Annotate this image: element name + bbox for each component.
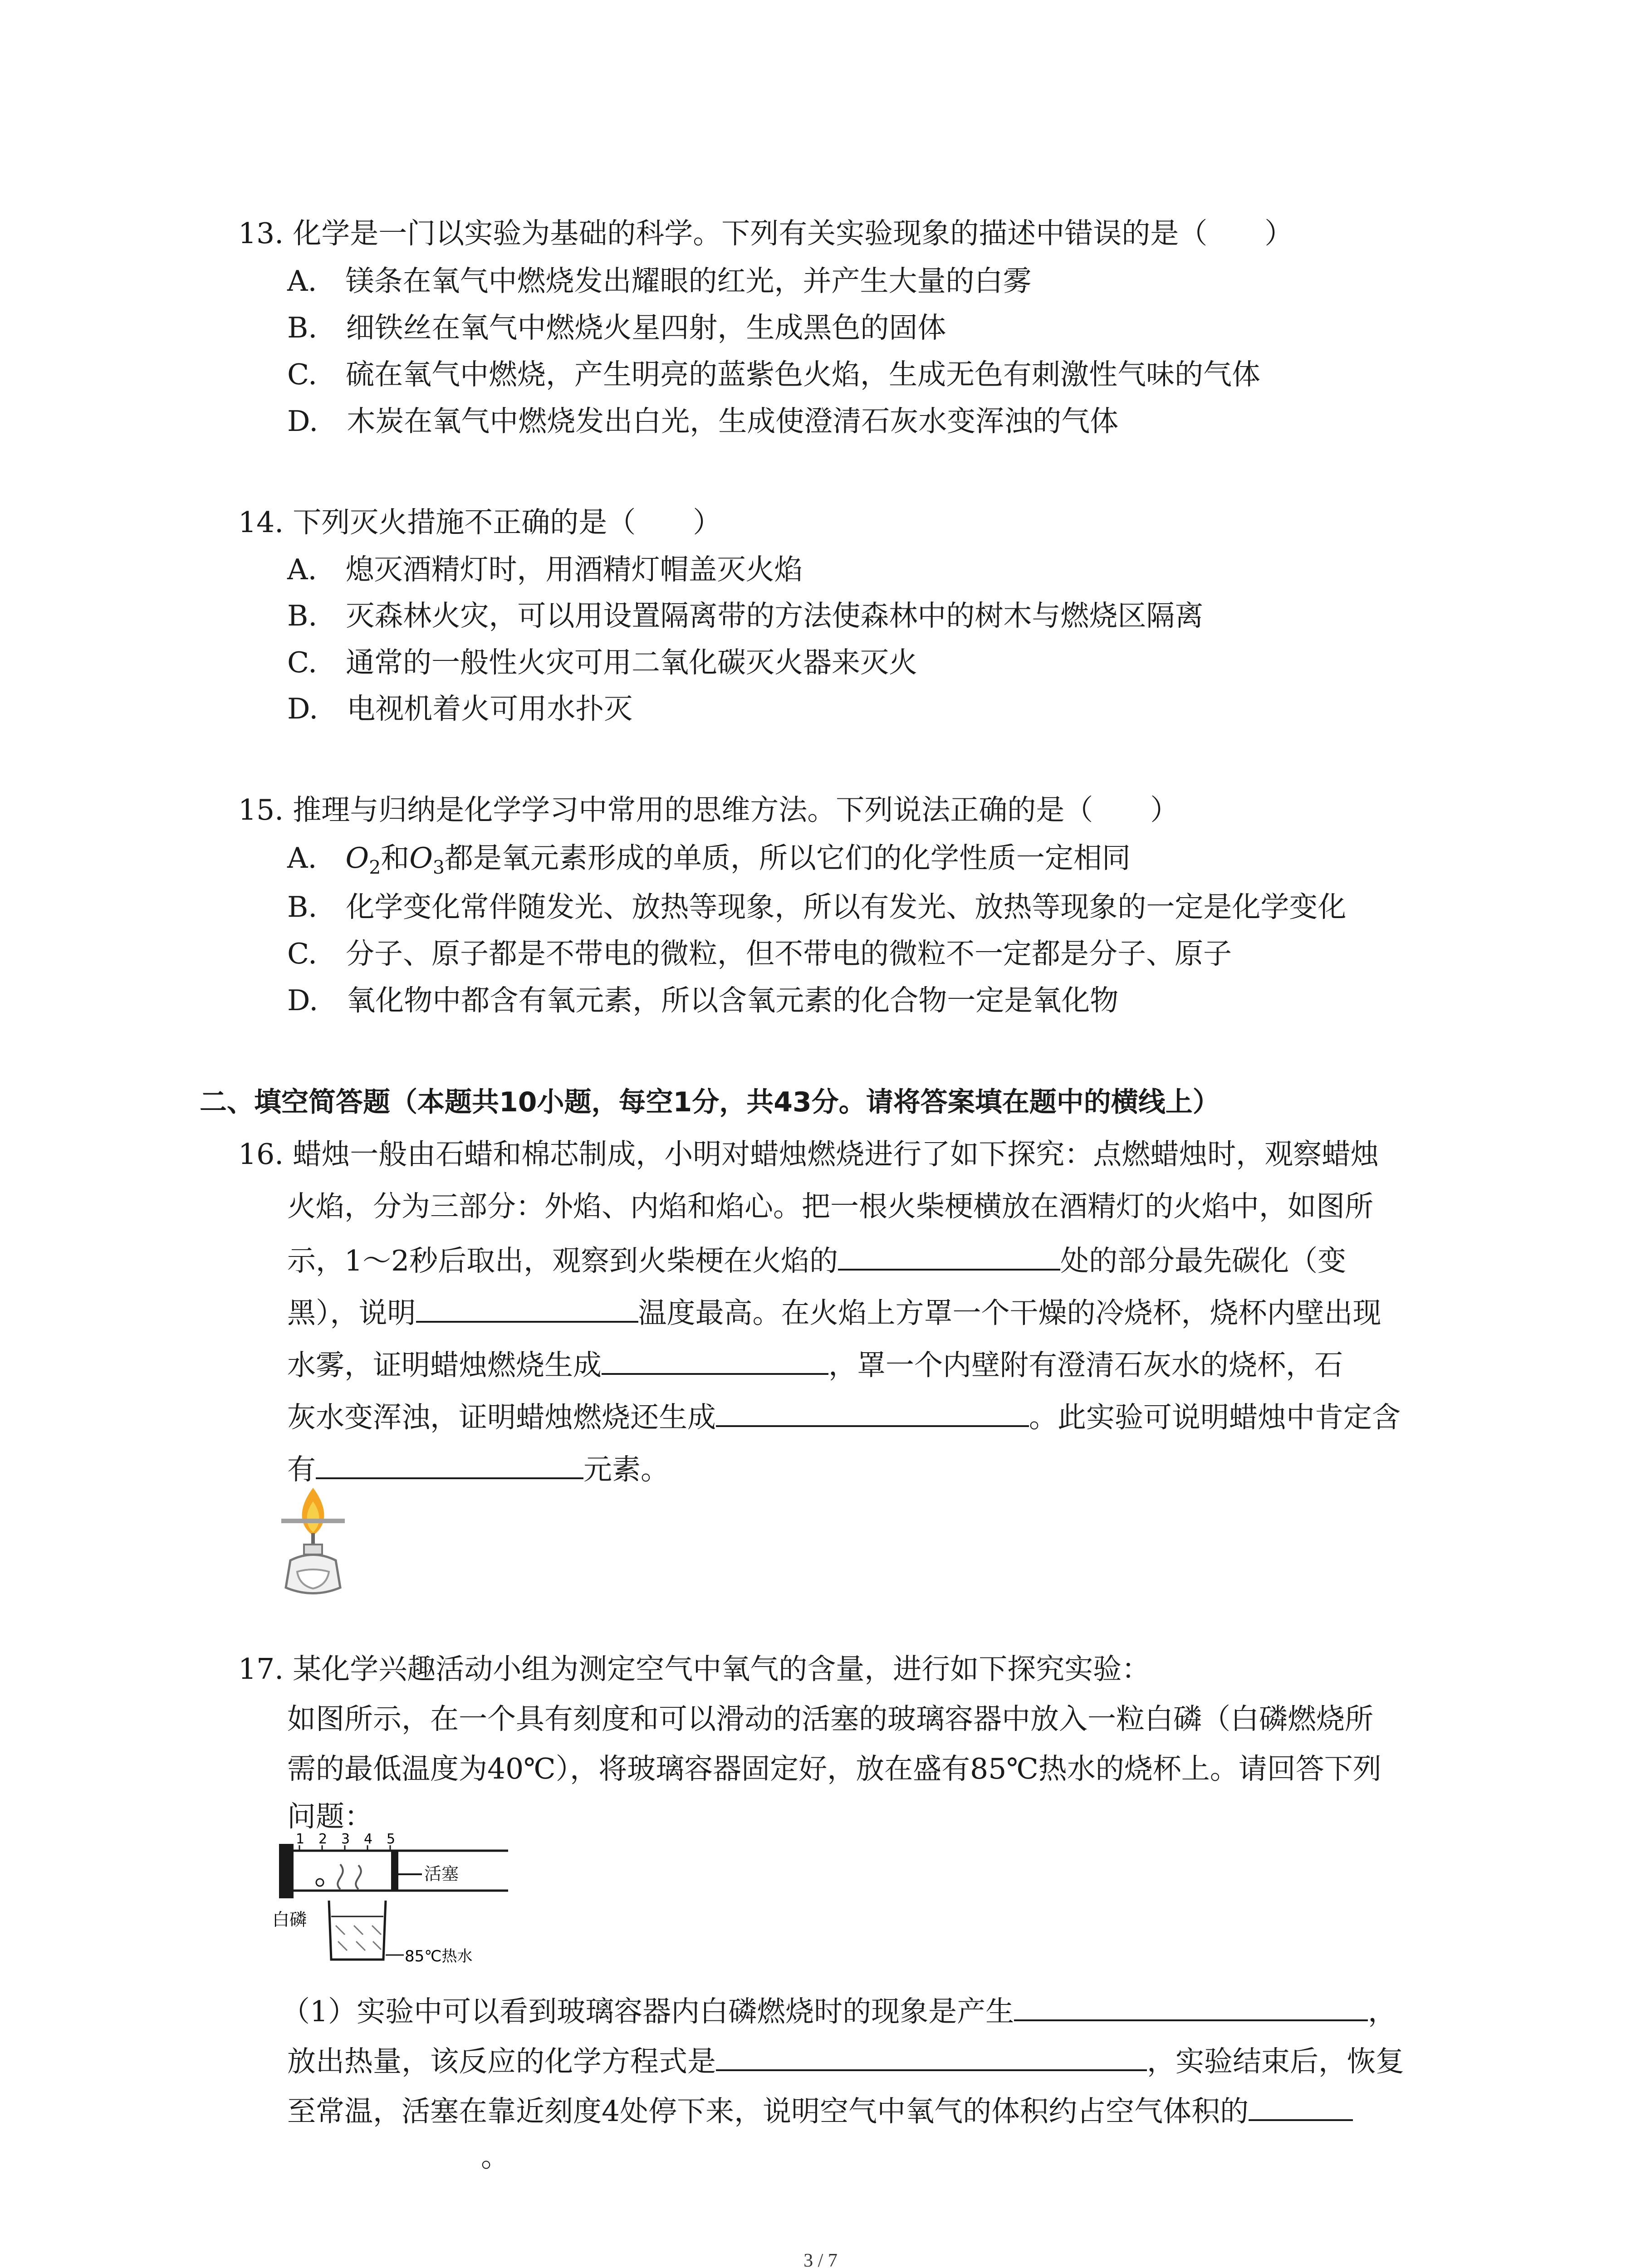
alcohol-lamp-figure: [272, 1483, 354, 1601]
question-17-line-4: 问题：: [287, 1800, 373, 1833]
question-15-option-b: B. 化学变化常伴随发光、放热等现象，所以有发光、放热等现象的一定是化学变化: [287, 890, 1347, 924]
question-16-line-3: 示，1～2秒后取出，观察到火柴梗在火焰的 处的部分最先碳化（变: [287, 1241, 1346, 1279]
tick-label-2: 2: [318, 1833, 328, 1847]
steam-wisps: [338, 1864, 361, 1889]
question-15-option-a: A. $O_2$和$O_3$都是氧元素形成的单质，所以它们的化学性质一定相同: [287, 841, 1131, 879]
water-label: 85℃热水: [405, 1947, 473, 1965]
question-17-line-1: 17. 某化学兴趣活动小组为测定空气中氧气的含量，进行如下探究实验：: [238, 1652, 1151, 1686]
question-17-part-1-line-1: （1）实验中可以看到玻璃容器内白磷燃烧时的现象是产生 ，: [281, 1991, 1396, 2030]
question-13-option-c: C. 硫在氧气中燃烧，产生明亮的蓝紫色火焰，生成无色有刺激性气味的气体: [287, 358, 1260, 391]
question-14-option-a: A. 熄灭酒精灯时，用酒精灯帽盖灭火焰: [287, 553, 803, 586]
tick-label-4: 4: [364, 1833, 373, 1847]
answer-blank[interactable]: [416, 1293, 638, 1323]
page-number: 3 / 7: [803, 2250, 838, 2268]
match-stick: [281, 1519, 345, 1523]
question-15-option-c: C. 分子、原子都是不带电的微粒，但不带电的微粒不一定都是分子、原子: [287, 937, 1232, 970]
question-16-line-2: 火焰，分为三部分：外焰、内焰和焰心。把一根火柴梗横放在酒精灯的火焰中，如图所: [287, 1190, 1373, 1223]
question-17-part-1-line-4: 。: [481, 2140, 509, 2173]
lamp-neck: [304, 1545, 322, 1554]
answer-blank[interactable]: [316, 1449, 583, 1479]
answer-blank[interactable]: [602, 1345, 828, 1375]
question-15-option-d: D. 氧化物中都含有氧元素，所以含氧元素的化合物一定是氧化物: [287, 984, 1119, 1017]
question-17-part-1-line-2: 放出热量，该反应的化学方程式是 ，实验结束后，恢复: [287, 2041, 1404, 2080]
water-hatching: [336, 1926, 381, 1950]
answer-blank[interactable]: [1014, 1991, 1368, 2021]
question-14-stem: 14. 下列灭火措施不正确的是（ ）: [238, 506, 722, 539]
question-16-line-6: 灰水变浑浊，证明蜡烛燃烧还生成 。此实验可说明蜡烛中肯定含: [287, 1397, 1401, 1436]
question-17-part-1-line-3: 至常温，活塞在靠近刻度4处停下来，说明空气中氧气的体积约占空气体积的: [287, 2091, 1353, 2130]
question-14-option-c: C. 通常的一般性火灾可用二氧化碳灭火器来灭火: [287, 646, 917, 679]
question-14-option-d: D. 电视机着火可用水扑灭: [287, 692, 633, 725]
question-16-line-1: 16. 蜡烛一般由石蜡和棉芯制成，小明对蜡烛燃烧进行了如下探究：点燃蜡烛时，观察蜡烛: [238, 1138, 1379, 1171]
question-13-option-d: D. 木炭在氧气中燃烧发出白光，生成使澄清石灰水变浑浊的气体: [287, 405, 1119, 438]
question-14-option-b: B. 灭森林火灾，可以用设置隔离带的方法使森林中的树木与燃烧区隔离: [287, 599, 1204, 632]
section-heading: 二、填空简答题（本题共10小题，每空1分，共43分。请将答案填在题中的横线上）: [200, 1086, 1220, 1118]
stopper: [279, 1844, 294, 1898]
phosphorus-label: 白磷: [272, 1910, 307, 1930]
piston-label: 活塞: [424, 1864, 459, 1884]
question-13-option-a: A. 镁条在氧气中燃烧发出耀眼的红光，并产生大量的白雾: [287, 264, 1032, 298]
question-13-stem: 13. 化学是一门以实验为基础的科学。下列有关实验现象的描述中错误的是（ ）: [238, 217, 1293, 250]
question-13-option-b: B. 细铁丝在氧气中燃烧火星四射，生成黑色的固体: [287, 311, 946, 344]
answer-blank[interactable]: [1249, 2091, 1353, 2121]
tick-label-1: 1: [296, 1833, 305, 1847]
question-17-line-2: 如图所示，在一个具有刻度和可以滑动的活塞的玻璃容器中放入一粒白磷（白磷燃烧所: [287, 1702, 1373, 1735]
answer-blank[interactable]: [716, 2041, 1147, 2071]
question-16-line-7: 有 元素。: [287, 1449, 669, 1488]
phosphorus-particle: [316, 1879, 323, 1886]
tick-label-5: 5: [387, 1833, 396, 1847]
answer-blank[interactable]: [838, 1241, 1060, 1271]
piston: [391, 1851, 398, 1891]
apparatus-figure: [272, 1833, 526, 1969]
question-16-line-5: 水雾，证明蜡烛燃烧生成 ，罩一个内壁附有澄清石灰水的烧杯，石: [287, 1345, 1343, 1383]
question-17-line-3: 需的最低温度为40℃），将玻璃容器固定好，放在盛有85℃热水的烧杯上。请回答下列: [287, 1752, 1381, 1785]
question-15-stem: 15. 推理与归纳是化学学习中常用的思维方法。下列说法正确的是（ ）: [238, 793, 1179, 826]
tick-label-3: 3: [341, 1833, 350, 1847]
answer-blank[interactable]: [716, 1397, 1029, 1427]
question-16-line-4: 黑），说明 温度最高。在火焰上方罩一个干燥的冷烧杯，烧杯内壁出现: [287, 1293, 1381, 1331]
